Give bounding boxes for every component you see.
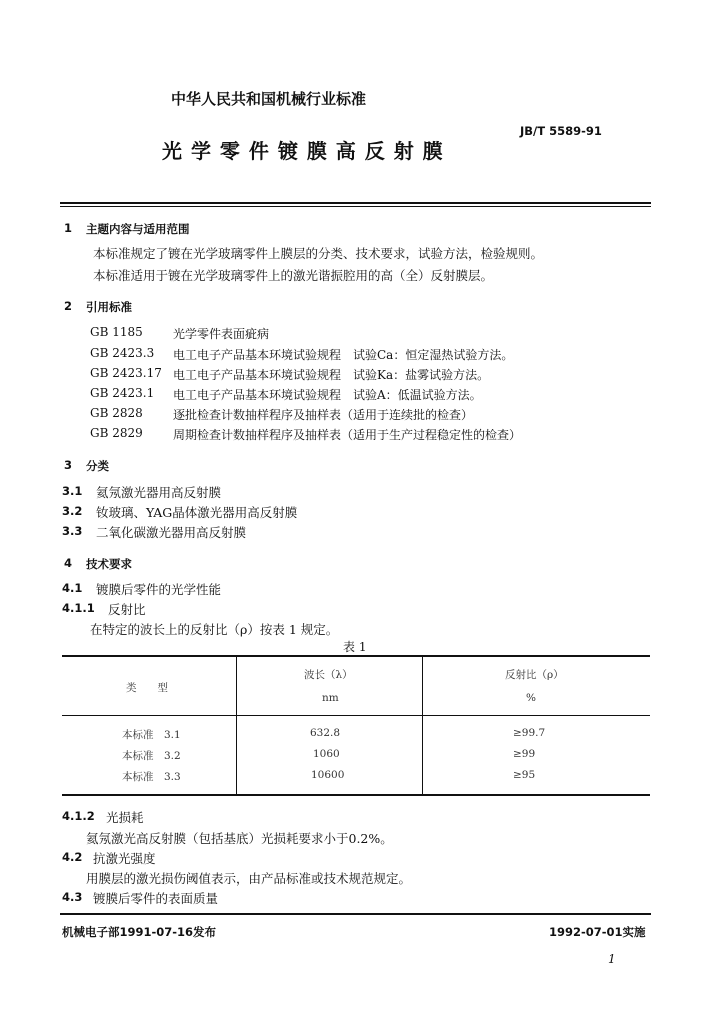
table-header-rule [62, 715, 650, 716]
table-col-divider [422, 656, 423, 795]
item-number: 3.1 [62, 484, 83, 498]
table-cell-reflectance: ≥99 [513, 748, 536, 760]
item-number: 3.2 [62, 504, 83, 518]
table-caption: 表 1 [343, 640, 367, 654]
header-rule-thin [60, 206, 651, 207]
section-4-number: 4 [64, 556, 73, 570]
reference-code: GB 2423.3 [90, 346, 155, 360]
table-top-rule [62, 655, 650, 657]
table-header-wavelength-unit: nm [322, 692, 339, 704]
table-header-wavelength: 波长（λ） [304, 669, 353, 681]
subsection-body: 在特定的波长上的反射比（ρ）按表 1 规定。 [90, 622, 339, 637]
reference-code: GB 2828 [90, 406, 143, 420]
table-cell-reflectance: ≥99.7 [513, 727, 546, 739]
item-number: 4.1.2 [62, 809, 95, 823]
subsection-title: 镀膜后零件的表面质量 [93, 891, 219, 906]
table-col-divider [236, 656, 237, 795]
subsection-body: 用膜层的激光损伤阈值表示，由产品标准或技术规范规定。 [86, 871, 412, 886]
table-bottom-rule [62, 794, 650, 796]
item-number: 4.1.1 [62, 601, 95, 615]
reference-title: 周期检查计数抽样程序及抽样表（适用于生产过程稳定性的检查） [173, 428, 522, 442]
reference-title: 电工电子产品基本环境试验规程 试验A：低温试验方法。 [173, 388, 482, 402]
issuing-agency: 中华人民共和国机械行业标准 [171, 90, 367, 108]
table-cell-reflectance: ≥95 [513, 769, 536, 781]
classification-item: 氦氖激光器用高反射膜 [96, 485, 222, 500]
table-cell-type: 本标准 3.2 [122, 750, 181, 762]
subsection-title: 光损耗 [106, 810, 144, 825]
section-3-title: 分类 [86, 459, 109, 473]
section-1-paragraph-1: 本标准规定了镀在光学玻璃零件上膜层的分类、技术要求，试验方法，检验规则。 [93, 246, 544, 261]
reference-code: GB 2423.17 [90, 366, 162, 380]
effective-date: 1992-07-01实施 [549, 925, 646, 939]
table-header-type: 类 型 [126, 682, 168, 694]
section-3-number: 3 [64, 458, 73, 472]
item-number: 4.2 [62, 850, 83, 864]
item-number: 3.3 [62, 524, 83, 538]
section-4-title: 技术要求 [86, 557, 132, 571]
reference-code: GB 1185 [90, 325, 143, 339]
section-1-number: 1 [64, 221, 73, 235]
item-number: 4.3 [62, 890, 83, 904]
reference-title: 电工电子产品基本环境试验规程 试验Ca：恒定湿热试验方法。 [173, 348, 514, 362]
page-number: 1 [608, 952, 616, 966]
classification-item: 钕玻璃、YAG晶体激光器用高反射膜 [96, 505, 298, 520]
page-title: 光 学 零 件 镀 膜 高 反 射 膜 [162, 139, 444, 163]
issued-by-date: 机械电子部1991-07-16发布 [62, 925, 217, 939]
section-1-title: 主题内容与适用范围 [86, 222, 190, 236]
reference-title: 光学零件表面疵病 [173, 327, 270, 341]
table-cell-wavelength: 632.8 [310, 727, 341, 739]
item-number: 4.1 [62, 581, 83, 595]
table-header-reflectance: 反射比（ρ） [505, 669, 564, 681]
table-cell-type: 本标准 3.1 [122, 729, 181, 741]
subsection-title: 抗激光强度 [93, 851, 156, 866]
table-cell-wavelength: 1060 [313, 748, 340, 760]
subsection-body: 氦氖激光高反射膜（包括基底）光损耗要求小于0.2%。 [86, 831, 393, 846]
subsection-title: 反射比 [108, 602, 146, 617]
reference-title: 逐批检查计数抽样程序及抽样表（适用于连续批的检查） [173, 408, 474, 422]
section-1-paragraph-2: 本标准适用于镀在光学玻璃零件上的激光谐振腔用的高（全）反射膜层。 [93, 268, 494, 283]
reference-code: GB 2423.1 [90, 386, 155, 400]
section-2-title: 引用标准 [86, 300, 132, 314]
header-rule-thick [60, 202, 651, 204]
table-header-reflectance-unit: % [526, 692, 536, 704]
footer-rule [60, 913, 651, 915]
subsection-title: 镀膜后零件的光学性能 [96, 582, 222, 597]
classification-item: 二氧化碳激光器用高反射膜 [96, 525, 247, 540]
reference-title: 电工电子产品基本环境试验规程 试验Ka：盐雾试验方法。 [173, 368, 490, 382]
reference-code: GB 2829 [90, 426, 143, 440]
section-2-number: 2 [64, 299, 73, 313]
table-cell-type: 本标准 3.3 [122, 771, 181, 783]
table-cell-wavelength: 10600 [311, 769, 345, 781]
standard-number: JB/T 5589-91 [520, 124, 602, 138]
